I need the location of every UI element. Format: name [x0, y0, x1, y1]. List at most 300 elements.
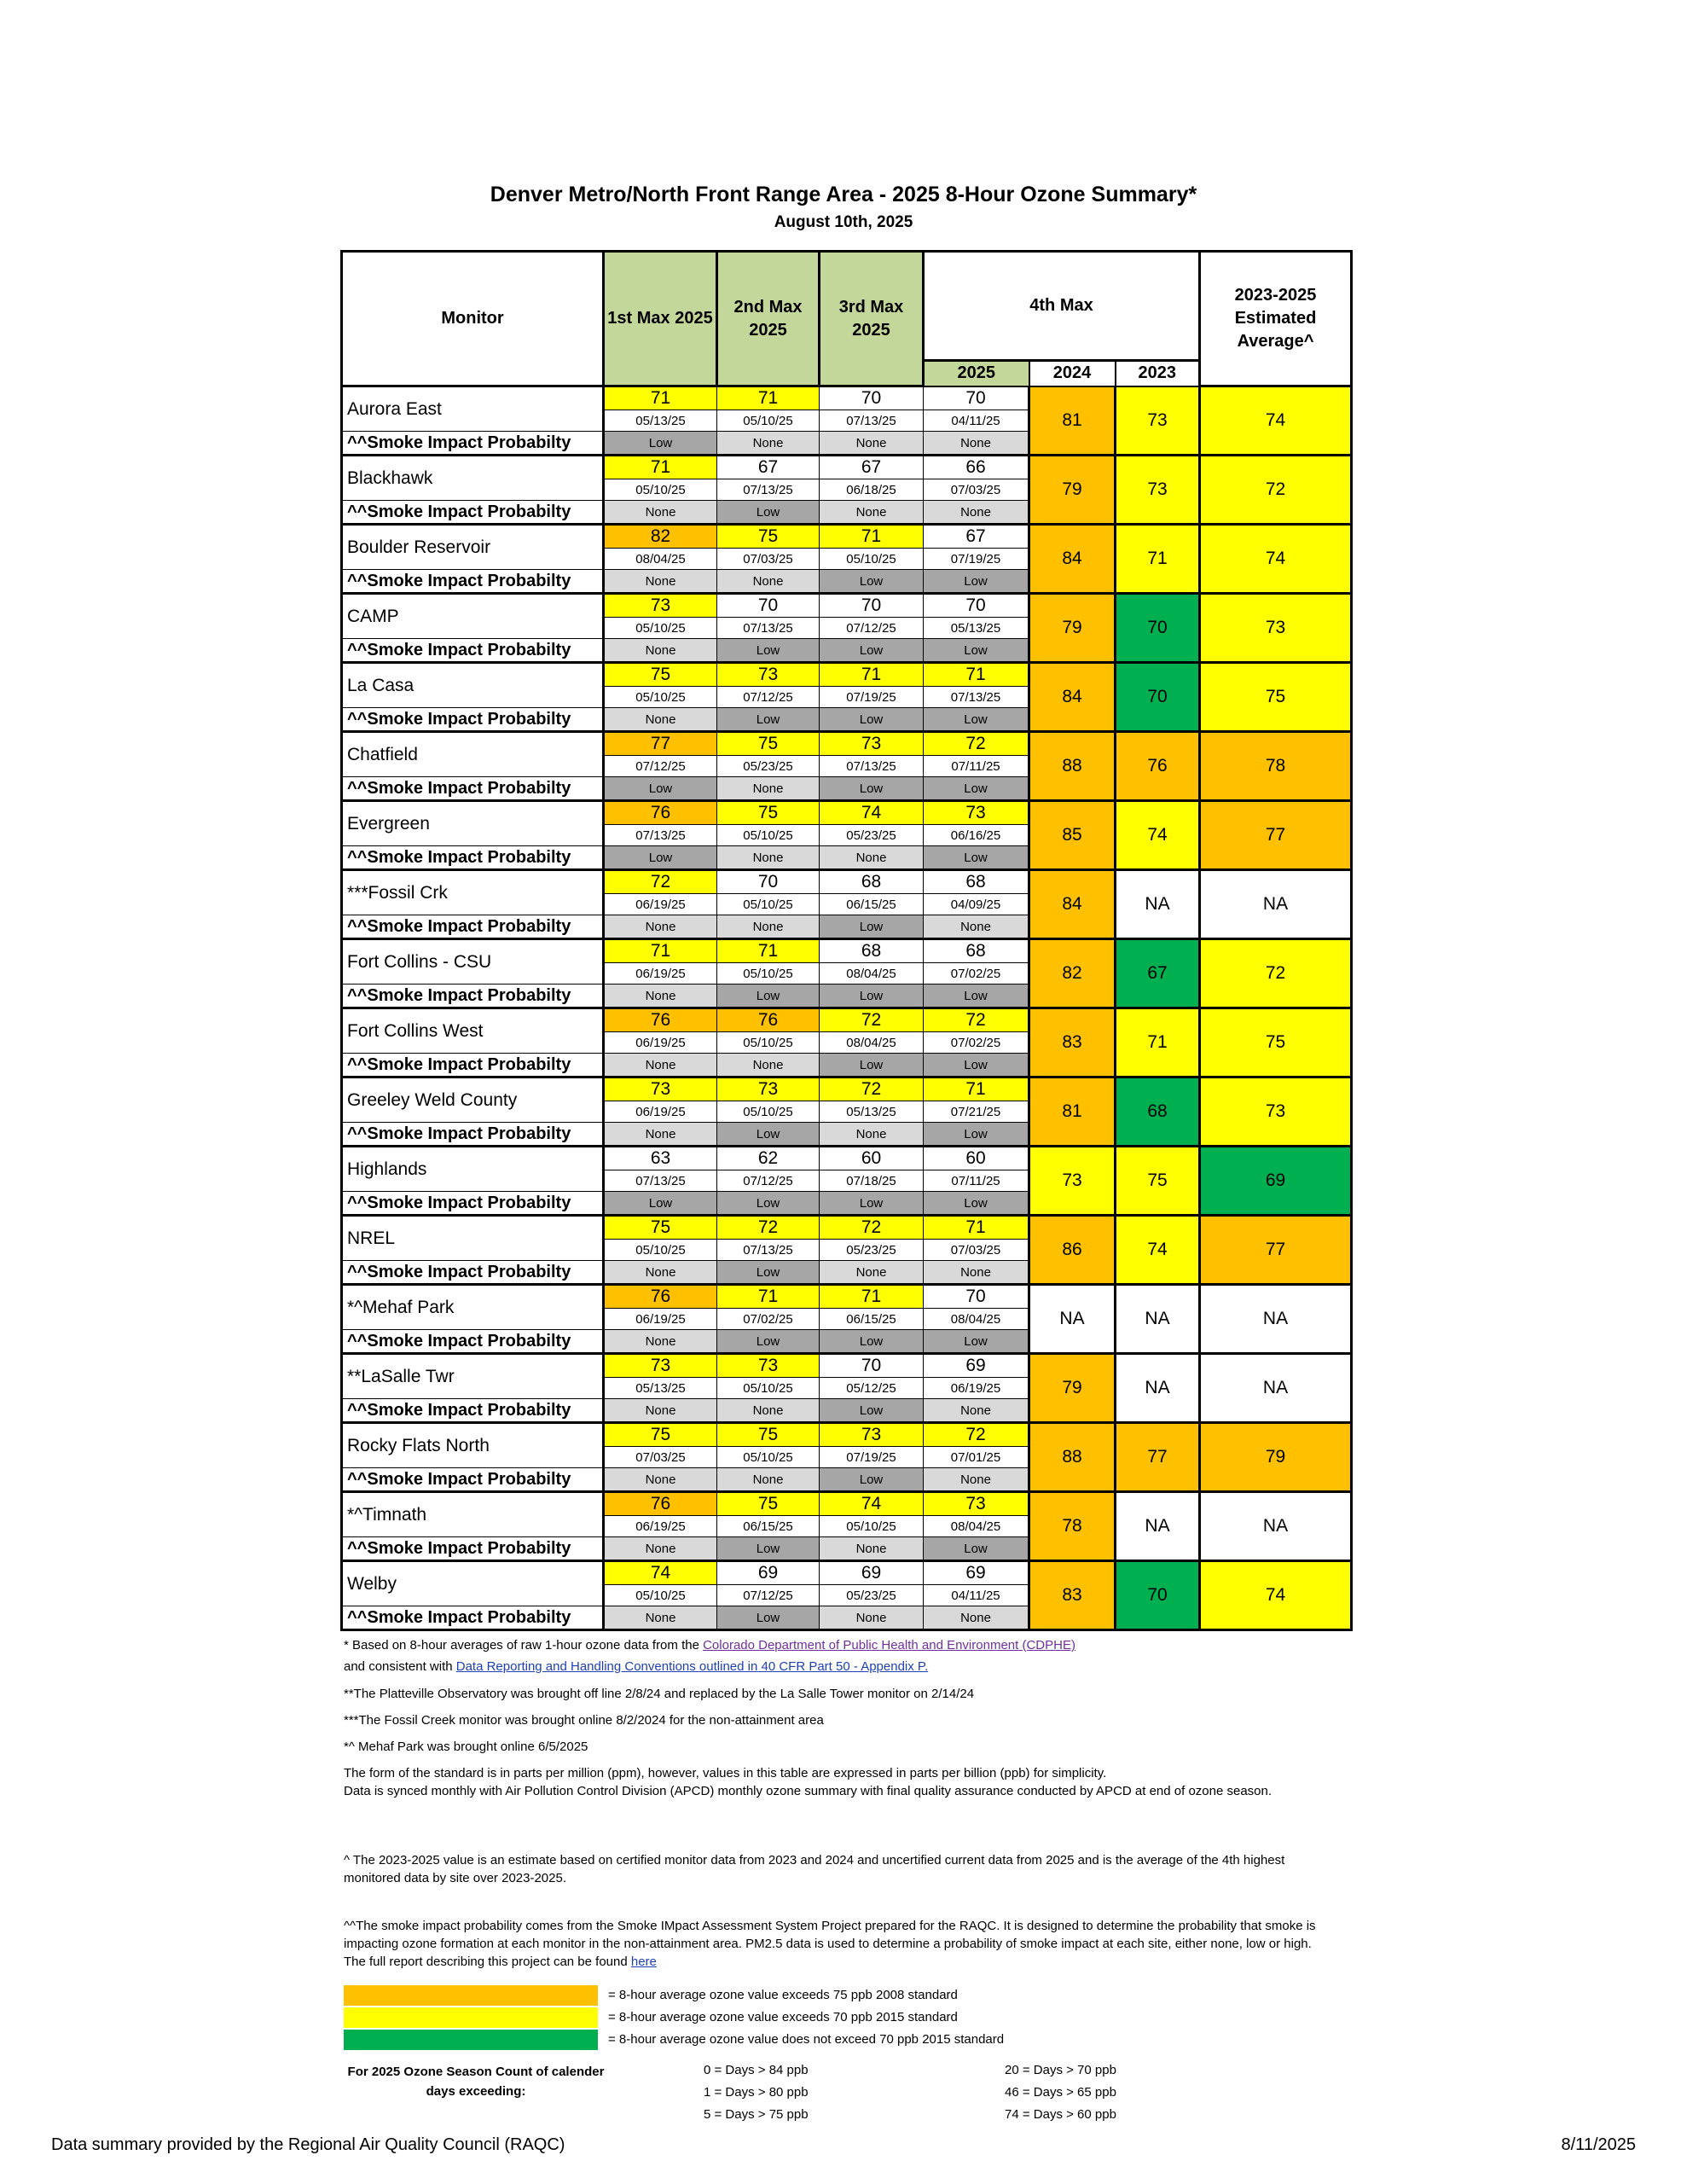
max-value: 74: [820, 801, 924, 825]
smoke-probability: Low: [820, 1399, 924, 1423]
max-date: 05/10/25: [820, 549, 924, 570]
smoke-probability: None: [604, 915, 717, 939]
estimated-average: 73: [1200, 1077, 1352, 1147]
max-value: 66: [924, 456, 1029, 479]
smoke-probability: Low: [924, 1330, 1029, 1354]
max-date: 07/19/25: [820, 687, 924, 708]
monitor-name: NREL: [342, 1216, 604, 1261]
max-value: 68: [924, 939, 1029, 963]
smoke-probability: Low: [820, 570, 924, 594]
max-value: 71: [604, 386, 717, 410]
estimated-average: NA: [1200, 1354, 1352, 1423]
max-2024: 78: [1029, 1492, 1116, 1561]
max-2023: 77: [1116, 1423, 1200, 1492]
document-title: Denver Metro/North Front Range Area - 2025 8-Hour Ozone Summary*: [490, 183, 1197, 206]
estimated-average: 74: [1200, 525, 1352, 594]
smoke-probability: Low: [820, 985, 924, 1008]
max-date: 07/13/25: [820, 410, 924, 432]
max-2024: 84: [1029, 663, 1116, 732]
estimated-average: 78: [1200, 732, 1352, 801]
estimated-average: 75: [1200, 663, 1352, 732]
table-row: [342, 1147, 1352, 1170]
max-date: 08/04/25: [820, 963, 924, 985]
table-row: [342, 1077, 1352, 1101]
max-value: 68: [820, 939, 924, 963]
max-2024: NA: [1029, 1285, 1116, 1354]
smoke-probability: None: [924, 1261, 1029, 1285]
max-date: 05/13/25: [604, 410, 717, 432]
max-2023: 73: [1116, 456, 1200, 525]
smoke-probability: Low: [604, 777, 717, 801]
header-estimated-average: 2023-2025 Estimated Average^: [1200, 252, 1352, 386]
smoke-probability: Low: [604, 432, 717, 456]
smoke-probability: Low: [820, 639, 924, 663]
footnote-fossil-creek: ***The Fossil Creek monitor was brought online 8/2/2024 for the non-attainment area: [344, 1713, 824, 1728]
max-date: 04/11/25: [924, 410, 1029, 432]
max-value: 72: [924, 732, 1029, 756]
max-2023: 75: [1116, 1147, 1200, 1216]
smoke-probability: Low: [820, 1468, 924, 1492]
max-date: 07/12/25: [717, 1170, 820, 1192]
max-value: 75: [717, 525, 820, 549]
max-value: 71: [820, 525, 924, 549]
smoke-probability: None: [820, 1123, 924, 1147]
monitor-name: Welby: [342, 1561, 604, 1606]
smoke-probability: None: [820, 1537, 924, 1561]
smoke-label: ^^Smoke Impact Probabilty: [342, 1399, 604, 1423]
smoke-label: ^^Smoke Impact Probabilty: [342, 432, 604, 456]
monitor-name: Highlands: [342, 1147, 604, 1192]
max-2023: NA: [1116, 1285, 1200, 1354]
footnote-cdphe: * Based on 8-hour averages of raw 1-hour ozone data from the Colorado Department of Public Health and Environment (CDPHE): [344, 1638, 1075, 1653]
smoke-probability: Low: [820, 1192, 924, 1216]
max-date: 05/13/25: [820, 1101, 924, 1123]
estimated-average: 79: [1200, 1423, 1352, 1492]
max-date: 06/16/25: [924, 825, 1029, 846]
header-2023: 2023: [1116, 361, 1200, 386]
max-2023: NA: [1116, 1492, 1200, 1561]
max-date: 07/02/25: [924, 963, 1029, 985]
max-value: 71: [820, 1285, 924, 1309]
max-value: 69: [924, 1561, 1029, 1585]
max-date: 05/12/25: [820, 1378, 924, 1399]
footnote-average: ^ The 2023-2025 value is an estimate based on certified monitor data from 2023 and 2024 and uncertified current data from 2025 and is the average of the 4th highest monitored data by site over 2023-2025.: [344, 1853, 1285, 1885]
max-2023: 73: [1116, 386, 1200, 456]
max-2023: 74: [1116, 801, 1200, 870]
header-2nd-max: 2nd Max 2025: [717, 252, 820, 386]
max-date: 04/11/25: [924, 1585, 1029, 1606]
smoke-probability: Low: [717, 1261, 820, 1285]
max-date: 05/10/25: [604, 1585, 717, 1606]
estimated-average: 74: [1200, 386, 1352, 456]
max-date: 07/13/25: [604, 825, 717, 846]
max-date: 07/18/25: [820, 1170, 924, 1192]
smoke-label: ^^Smoke Impact Probabilty: [342, 1054, 604, 1077]
max-date: 05/13/25: [604, 1378, 717, 1399]
estimated-average: 75: [1200, 1008, 1352, 1077]
max-2024: 85: [1029, 801, 1116, 870]
footnote-cfr: and consistent with Data Reporting and Handling Conventions outlined in 40 CFR Part 50 - Appendix P.: [344, 1659, 929, 1674]
monitor-name: Blackhawk: [342, 456, 604, 501]
header-2025: 2025: [924, 361, 1029, 386]
max-value: 72: [820, 1008, 924, 1032]
table-row: [342, 1561, 1352, 1585]
table-row: [342, 1008, 1352, 1032]
max-value: 73: [820, 1423, 924, 1447]
max-value: 71: [924, 1216, 1029, 1240]
count-item: 20 = Days > 70 ppb: [1005, 2063, 1116, 2077]
table-row: [342, 594, 1352, 618]
smoke-probability: Low: [717, 708, 820, 732]
max-date: 07/12/25: [717, 687, 820, 708]
max-date: 05/10/25: [820, 1516, 924, 1537]
max-value: 76: [604, 1008, 717, 1032]
table-row: [342, 1492, 1352, 1516]
estimated-average: 69: [1200, 1147, 1352, 1216]
table-row: [342, 1354, 1352, 1378]
smoke-probability: None: [924, 432, 1029, 456]
smoke-probability: Low: [717, 501, 820, 525]
estimated-average: 72: [1200, 939, 1352, 1008]
estimated-average: 74: [1200, 1561, 1352, 1630]
max-date: 07/02/25: [717, 1309, 820, 1330]
smoke-probability: Low: [924, 1054, 1029, 1077]
max-date: 05/10/25: [717, 1101, 820, 1123]
max-value: 72: [924, 1423, 1029, 1447]
smoke-report-link[interactable]: here: [630, 1955, 657, 1969]
smoke-probability: None: [717, 777, 820, 801]
max-2023: 71: [1116, 1008, 1200, 1077]
smoke-probability: Low: [717, 1123, 820, 1147]
smoke-probability: Low: [924, 1192, 1029, 1216]
cfr-link[interactable]: Data Reporting and Handling Conventions outlined in 40 CFR Part 50 - Appendix P.: [455, 1659, 929, 1674]
max-value: 68: [820, 870, 924, 894]
max-2024: 79: [1029, 1354, 1116, 1423]
max-value: 75: [717, 801, 820, 825]
smoke-probability: Low: [717, 1330, 820, 1354]
max-date: 08/04/25: [924, 1516, 1029, 1537]
max-value: 70: [820, 386, 924, 410]
smoke-probability: None: [604, 985, 717, 1008]
max-date: 05/10/25: [717, 894, 820, 915]
max-2024: 88: [1029, 732, 1116, 801]
max-2023: 74: [1116, 1216, 1200, 1285]
smoke-label: ^^Smoke Impact Probabilty: [342, 1330, 604, 1354]
max-date: 07/13/25: [717, 1240, 820, 1261]
table-row: [342, 663, 1352, 687]
smoke-probability: None: [604, 570, 717, 594]
smoke-probability: Low: [820, 915, 924, 939]
legend-text: = 8-hour average ozone value does not exceed 70 ppb 2015 standard: [608, 2032, 1005, 2047]
smoke-label: ^^Smoke Impact Probabilty: [342, 1261, 604, 1285]
smoke-probability: Low: [717, 1606, 820, 1630]
smoke-probability: None: [924, 1606, 1029, 1630]
max-date: 07/11/25: [924, 756, 1029, 777]
max-value: 75: [717, 1423, 820, 1447]
max-date: 04/09/25: [924, 894, 1029, 915]
max-date: 06/15/25: [820, 1309, 924, 1330]
max-2024: 84: [1029, 525, 1116, 594]
smoke-probability: Low: [924, 777, 1029, 801]
smoke-probability: None: [717, 1468, 820, 1492]
table-row: [342, 732, 1352, 756]
smoke-label: ^^Smoke Impact Probabilty: [342, 1123, 604, 1147]
smoke-probability: None: [604, 1261, 717, 1285]
max-2023: 67: [1116, 939, 1200, 1008]
max-value: 73: [604, 1354, 717, 1378]
max-value: 76: [717, 1008, 820, 1032]
smoke-probability: Low: [820, 1330, 924, 1354]
max-value: 72: [820, 1077, 924, 1101]
table-row: [342, 525, 1352, 549]
max-value: 71: [604, 456, 717, 479]
smoke-probability: Low: [820, 1054, 924, 1077]
max-2024: 83: [1029, 1008, 1116, 1077]
smoke-probability: None: [717, 1399, 820, 1423]
smoke-probability: None: [924, 1468, 1029, 1492]
smoke-label: ^^Smoke Impact Probabilty: [342, 639, 604, 663]
count-item: 46 = Days > 65 ppb: [1005, 2085, 1116, 2100]
monitor-name: CAMP: [342, 594, 604, 639]
max-value: 71: [717, 939, 820, 963]
max-value: 60: [820, 1147, 924, 1170]
smoke-label: ^^Smoke Impact Probabilty: [342, 985, 604, 1008]
max-date: 08/04/25: [604, 549, 717, 570]
smoke-probability: Low: [924, 639, 1029, 663]
smoke-probability: None: [604, 1054, 717, 1077]
monitor-name: Fort Collins - CSU: [342, 939, 604, 985]
table-row: [342, 801, 1352, 825]
max-date: 07/11/25: [924, 1170, 1029, 1192]
smoke-probability: Low: [924, 985, 1029, 1008]
max-value: 82: [604, 525, 717, 549]
footnote-sync: Data is synced monthly with Air Pollution Control Division (APCD) monthly ozone summary with final quality assurance conducted by APCD at end of ozone season.: [344, 1784, 1272, 1798]
max-value: 67: [717, 456, 820, 479]
smoke-probability: None: [924, 501, 1029, 525]
smoke-probability: None: [820, 1261, 924, 1285]
max-2023: 71: [1116, 525, 1200, 594]
max-value: 72: [604, 870, 717, 894]
estimated-average: NA: [1200, 1285, 1352, 1354]
footnote-smoke: ^^The smoke impact probability comes from the Smoke IMpact Assessment System Project prepared for the RAQC. It is designed to determine the probability that smoke is impacting ozone formation at each monitor in the non-attainment area. PM2.5 data is used to determine a probability of smoke impact at each site, either none, low or high. The full report describing this project can be found here: [344, 1919, 1316, 1969]
max-2023: 70: [1116, 663, 1200, 732]
monitor-name: Aurora East: [342, 386, 604, 432]
header-monitor: Monitor: [342, 252, 604, 386]
max-2024: 79: [1029, 456, 1116, 525]
max-date: 07/03/25: [604, 1447, 717, 1468]
max-date: 05/23/25: [820, 825, 924, 846]
max-date: 05/23/25: [717, 756, 820, 777]
smoke-probability: None: [604, 1537, 717, 1561]
count-item: 74 = Days > 60 ppb: [1005, 2107, 1116, 2122]
table-row: [342, 386, 1352, 410]
max-date: 06/19/25: [924, 1378, 1029, 1399]
max-value: 71: [717, 386, 820, 410]
max-date: 05/10/25: [717, 1447, 820, 1468]
table-row: [342, 456, 1352, 479]
max-date: 07/13/25: [820, 756, 924, 777]
smoke-probability: Low: [924, 708, 1029, 732]
count-item: 1 = Days > 80 ppb: [704, 2085, 809, 2100]
max-value: 73: [717, 663, 820, 687]
max-date: 05/10/25: [604, 687, 717, 708]
legend-text: = 8-hour average ozone value exceeds 75 ppb 2008 standard: [608, 1988, 958, 2002]
legend-swatch: [344, 2030, 598, 2050]
smoke-label: ^^Smoke Impact Probabilty: [342, 846, 604, 870]
max-value: 71: [924, 663, 1029, 687]
smoke-probability: Low: [924, 846, 1029, 870]
table-row: [342, 870, 1352, 894]
smoke-probability: Low: [820, 777, 924, 801]
max-date: 07/13/25: [924, 687, 1029, 708]
smoke-label: ^^Smoke Impact Probabilty: [342, 708, 604, 732]
max-value: 73: [604, 594, 717, 618]
max-value: 70: [717, 594, 820, 618]
max-value: 75: [717, 732, 820, 756]
max-2024: 79: [1029, 594, 1116, 663]
smoke-label: ^^Smoke Impact Probabilty: [342, 777, 604, 801]
monitor-name: Chatfield: [342, 732, 604, 777]
monitor-name: Fort Collins West: [342, 1008, 604, 1054]
smoke-probability: None: [924, 915, 1029, 939]
smoke-probability: None: [604, 639, 717, 663]
smoke-probability: None: [717, 846, 820, 870]
max-date: 06/15/25: [717, 1516, 820, 1537]
count-item: 0 = Days > 84 ppb: [704, 2063, 809, 2077]
max-date: 06/19/25: [604, 963, 717, 985]
max-2024: 81: [1029, 386, 1116, 456]
max-value: 74: [604, 1561, 717, 1585]
max-date: 07/01/25: [924, 1447, 1029, 1468]
max-date: 05/10/25: [717, 825, 820, 846]
smoke-probability: None: [717, 570, 820, 594]
smoke-probability: None: [820, 501, 924, 525]
smoke-probability: Low: [717, 1537, 820, 1561]
max-date: 07/03/25: [717, 549, 820, 570]
smoke-probability: Low: [717, 639, 820, 663]
max-date: 05/10/25: [717, 1378, 820, 1399]
header-3rd-max: 3rd Max 2025: [820, 252, 924, 386]
max-value: 67: [924, 525, 1029, 549]
max-date: 07/13/25: [717, 618, 820, 639]
smoke-probability: None: [924, 1399, 1029, 1423]
max-value: 73: [924, 801, 1029, 825]
max-value: 63: [604, 1147, 717, 1170]
max-2024: 86: [1029, 1216, 1116, 1285]
max-date: 05/10/25: [604, 618, 717, 639]
max-value: 72: [924, 1008, 1029, 1032]
max-date: 07/19/25: [820, 1447, 924, 1468]
max-value: 60: [924, 1147, 1029, 1170]
max-value: 62: [717, 1147, 820, 1170]
max-date: 07/21/25: [924, 1101, 1029, 1123]
max-date: 07/03/25: [924, 1240, 1029, 1261]
table-row: [342, 1423, 1352, 1447]
monitor-name: Greeley Weld County: [342, 1077, 604, 1123]
smoke-probability: Low: [604, 1192, 717, 1216]
smoke-label: ^^Smoke Impact Probabilty: [342, 1606, 604, 1630]
max-value: 71: [604, 939, 717, 963]
estimated-average: 72: [1200, 456, 1352, 525]
count-item: 5 = Days > 75 ppb: [704, 2107, 809, 2122]
max-value: 76: [604, 1492, 717, 1516]
max-value: 69: [717, 1561, 820, 1585]
smoke-probability: Low: [604, 846, 717, 870]
table-row: [342, 939, 1352, 963]
max-date: 07/12/25: [604, 756, 717, 777]
smoke-probability: Low: [717, 1192, 820, 1216]
max-date: 05/10/25: [717, 963, 820, 985]
monitor-name: *^Timnath: [342, 1492, 604, 1537]
max-value: 75: [604, 663, 717, 687]
max-value: 73: [924, 1492, 1029, 1516]
monitor-name: *^Mehaf Park: [342, 1285, 604, 1330]
count-label: For 2025 Ozone Season Count of calender days exceeding:: [347, 2065, 605, 2099]
max-value: 67: [820, 456, 924, 479]
max-2023: 68: [1116, 1077, 1200, 1147]
max-2024: 73: [1029, 1147, 1116, 1216]
max-value: 73: [604, 1077, 717, 1101]
footnote-platteville: **The Platteville Observatory was brought off line 2/8/24 and replaced by the La Salle Tower monitor on 2/14/24: [344, 1687, 975, 1701]
footer-date: 8/11/2025: [1561, 2135, 1636, 2154]
header-1st-max: 1st Max 2025: [604, 252, 717, 386]
max-date: 07/12/25: [820, 618, 924, 639]
max-2024: 88: [1029, 1423, 1116, 1492]
smoke-probability: None: [820, 846, 924, 870]
max-2023: 76: [1116, 732, 1200, 801]
max-value: 70: [924, 1285, 1029, 1309]
smoke-label: ^^Smoke Impact Probabilty: [342, 1192, 604, 1216]
max-2023: NA: [1116, 1354, 1200, 1423]
max-value: 76: [604, 801, 717, 825]
estimated-average: 77: [1200, 801, 1352, 870]
max-value: 70: [924, 386, 1029, 410]
max-value: 68: [924, 870, 1029, 894]
max-value: 71: [924, 1077, 1029, 1101]
max-date: 06/19/25: [604, 1032, 717, 1054]
smoke-probability: Low: [924, 570, 1029, 594]
max-date: 05/10/25: [717, 1032, 820, 1054]
max-value: 73: [717, 1354, 820, 1378]
table-row: [342, 1285, 1352, 1309]
max-value: 70: [820, 594, 924, 618]
max-value: 70: [924, 594, 1029, 618]
max-value: 71: [717, 1285, 820, 1309]
max-date: 05/23/25: [820, 1240, 924, 1261]
monitor-name: **LaSalle Twr: [342, 1354, 604, 1399]
smoke-probability: None: [717, 432, 820, 456]
legend-swatch: [344, 1985, 598, 2006]
max-date: 08/04/25: [924, 1309, 1029, 1330]
max-value: 71: [820, 663, 924, 687]
max-2024: 83: [1029, 1561, 1116, 1630]
smoke-probability: Low: [820, 708, 924, 732]
smoke-probability: None: [820, 432, 924, 456]
max-value: 73: [820, 732, 924, 756]
smoke-probability: None: [717, 1054, 820, 1077]
max-value: 69: [820, 1561, 924, 1585]
smoke-probability: Low: [717, 985, 820, 1008]
table-row: [342, 1216, 1352, 1240]
smoke-probability: Low: [924, 1123, 1029, 1147]
estimated-average: NA: [1200, 870, 1352, 939]
max-date: 05/10/25: [717, 410, 820, 432]
max-date: 06/19/25: [604, 894, 717, 915]
cdphe-link[interactable]: Colorado Department of Public Health and Environment (CDPHE): [703, 1638, 1075, 1653]
max-value: 72: [820, 1216, 924, 1240]
max-date: 07/02/25: [924, 1032, 1029, 1054]
monitor-name: Boulder Reservoir: [342, 525, 604, 570]
